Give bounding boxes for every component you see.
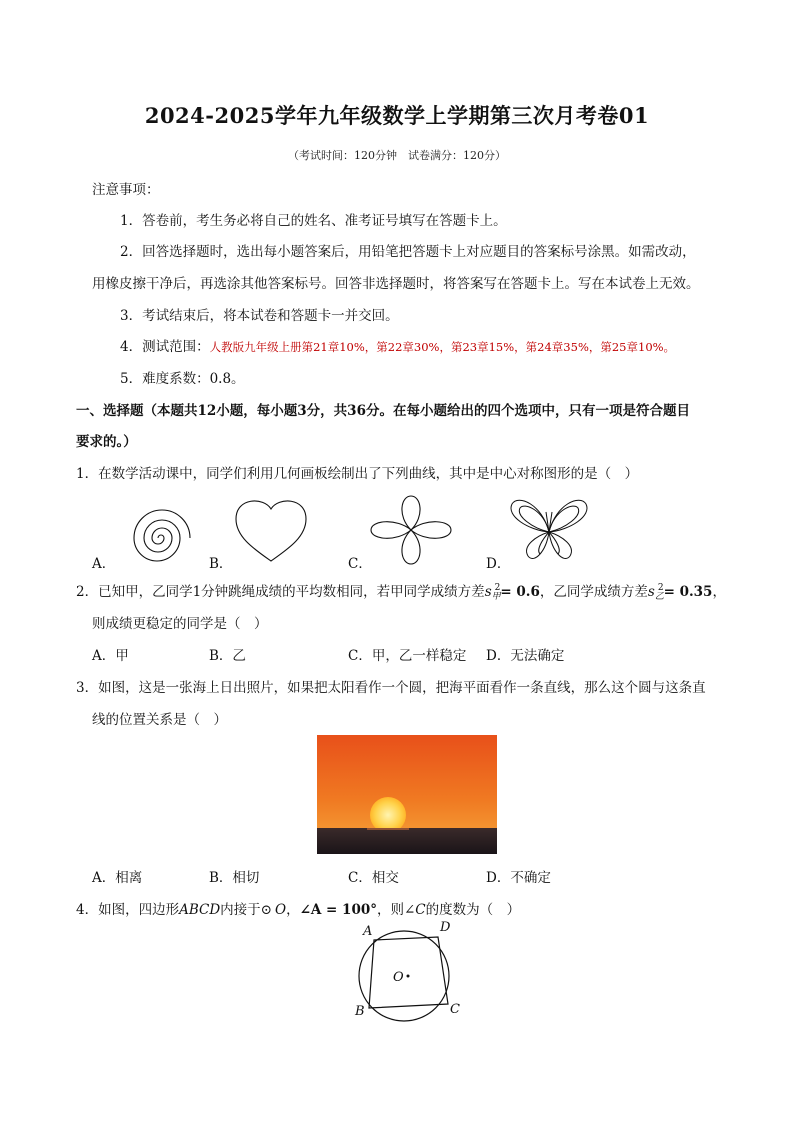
angle-c: ∠C bbox=[404, 902, 426, 918]
variance-value-yi: = 0.35 bbox=[663, 584, 713, 600]
q3-option-b: B．相切 bbox=[209, 870, 260, 886]
q4-text-d: ，则 bbox=[377, 902, 404, 918]
question-1-stem: 1．在数学活动课中，同学们利用几何画板绘制出了下列曲线，其中是中心对称图形的是（ ） bbox=[76, 466, 639, 482]
circle-symbol: ⊙ bbox=[260, 902, 272, 918]
q4-text-e: 的度数为（ ） bbox=[425, 902, 521, 918]
q2-text-mid: ，乙同学成绩方差 bbox=[539, 584, 648, 600]
heart-icon bbox=[228, 495, 314, 565]
vertex-label-c: C bbox=[450, 1002, 460, 1017]
question-3-stem: 3．如图，这是一张海上日出照片，如果把太阳看作一个圆，把海平面看作一条直线，那么这个圆与这条直 bbox=[76, 680, 706, 696]
center-label-o: O bbox=[393, 970, 404, 985]
q2-text-end: ， bbox=[712, 584, 726, 600]
q2-option-d: D．无法确定 bbox=[486, 648, 565, 664]
four-leaf-clover-icon bbox=[368, 494, 454, 566]
vertex-label-b: B bbox=[355, 1004, 365, 1019]
q2-option-a: A．甲 bbox=[92, 648, 129, 664]
sunrise-photo bbox=[317, 735, 497, 854]
q3-option-c: C．相交 bbox=[348, 870, 399, 886]
q1-option-b: B． bbox=[209, 556, 233, 572]
butterfly-icon bbox=[506, 494, 592, 566]
variance-symbol-jia: s bbox=[484, 584, 492, 600]
section-heading-cont: 要求的。） bbox=[76, 434, 137, 450]
variance-value-jia: = 0.6 bbox=[500, 584, 540, 600]
q3-option-a: A．相离 bbox=[92, 870, 143, 886]
q4-text-a: 4．如图，四边形 bbox=[76, 902, 180, 918]
question-2-stem bbox=[76, 580, 726, 600]
q2-option-c: C．甲，乙一样稳定 bbox=[348, 648, 467, 664]
q3-option-d: D．不确定 bbox=[486, 870, 551, 886]
note-item-1: 1．答卷前，考生务必将自己的姓名、准考证号填写在答题卡上。 bbox=[120, 213, 507, 229]
note-item-5: 5．难度系数：0.8。 bbox=[120, 371, 245, 387]
q4-text-c: ， bbox=[286, 902, 300, 918]
q1-option-a: A． bbox=[92, 556, 116, 572]
variance-sub-jia: 甲 bbox=[491, 592, 501, 602]
quadrilateral-name: ABCD bbox=[179, 902, 221, 918]
note-item-2: 2．回答选择题时，选出每小题答案后，用铅笔把答题卡上对应题目的答案标号涂黑。如需改动， bbox=[120, 244, 696, 260]
test-range: 人教版九年级上册第21章10%，第22章30%，第23章15%，第24章35%，第25章10%。 bbox=[209, 340, 676, 354]
q2-text-a: 2．已知甲，乙同学1分钟跳绳成绩的平均数相同，若甲同学成绩方差 bbox=[76, 584, 485, 600]
q4-text-b: 内接于 bbox=[220, 902, 261, 918]
notes-heading: 注意事项： bbox=[92, 182, 160, 198]
section-heading: 一、选择题（本题共12小题，每小题3分，共36分。在每小题给出的四个选项中，只有一项是符合题目 bbox=[76, 403, 690, 419]
note-item-2-cont: 用橡皮擦干净后，再选涂其他答案标号。回答非选择题时，将答案写在答题卡上。写在本试卷上无效。 bbox=[92, 276, 700, 292]
q1-option-d: D． bbox=[486, 556, 511, 572]
note-item-3: 3．考试结束后，将本试卷和答题卡一并交回。 bbox=[120, 308, 399, 324]
question-2-stem-cont: 则成绩更稳定的同学是（ ） bbox=[92, 616, 268, 632]
angle-a-value: ∠A = 100° bbox=[299, 902, 377, 918]
exam-info: （考试时间：120分钟 试卷满分：120分） bbox=[288, 149, 506, 162]
q2-option-b: B．乙 bbox=[209, 648, 246, 664]
question-3-stem-cont: 线的位置关系是（ ） bbox=[92, 712, 227, 728]
vertex-label-a: A bbox=[363, 924, 373, 939]
q1-option-c: C． bbox=[348, 556, 372, 572]
variance-sup-jia: 2 bbox=[494, 583, 501, 593]
page-title: 2024-2025学年九年级数学上学期第三次月考卷01 bbox=[144, 103, 650, 128]
variance-symbol-yi: s bbox=[647, 584, 655, 600]
note-item-4-label: 4．测试范围： bbox=[120, 339, 210, 355]
note-item-4 bbox=[120, 335, 675, 355]
vertex-label-d: D bbox=[440, 920, 451, 935]
circle-center-name: O bbox=[274, 902, 287, 918]
variance-sup-yi: 2 bbox=[657, 583, 664, 593]
question-4-stem bbox=[76, 898, 520, 918]
variance-sub-yi: 乙 bbox=[654, 592, 664, 602]
spiral-icon bbox=[112, 498, 200, 568]
